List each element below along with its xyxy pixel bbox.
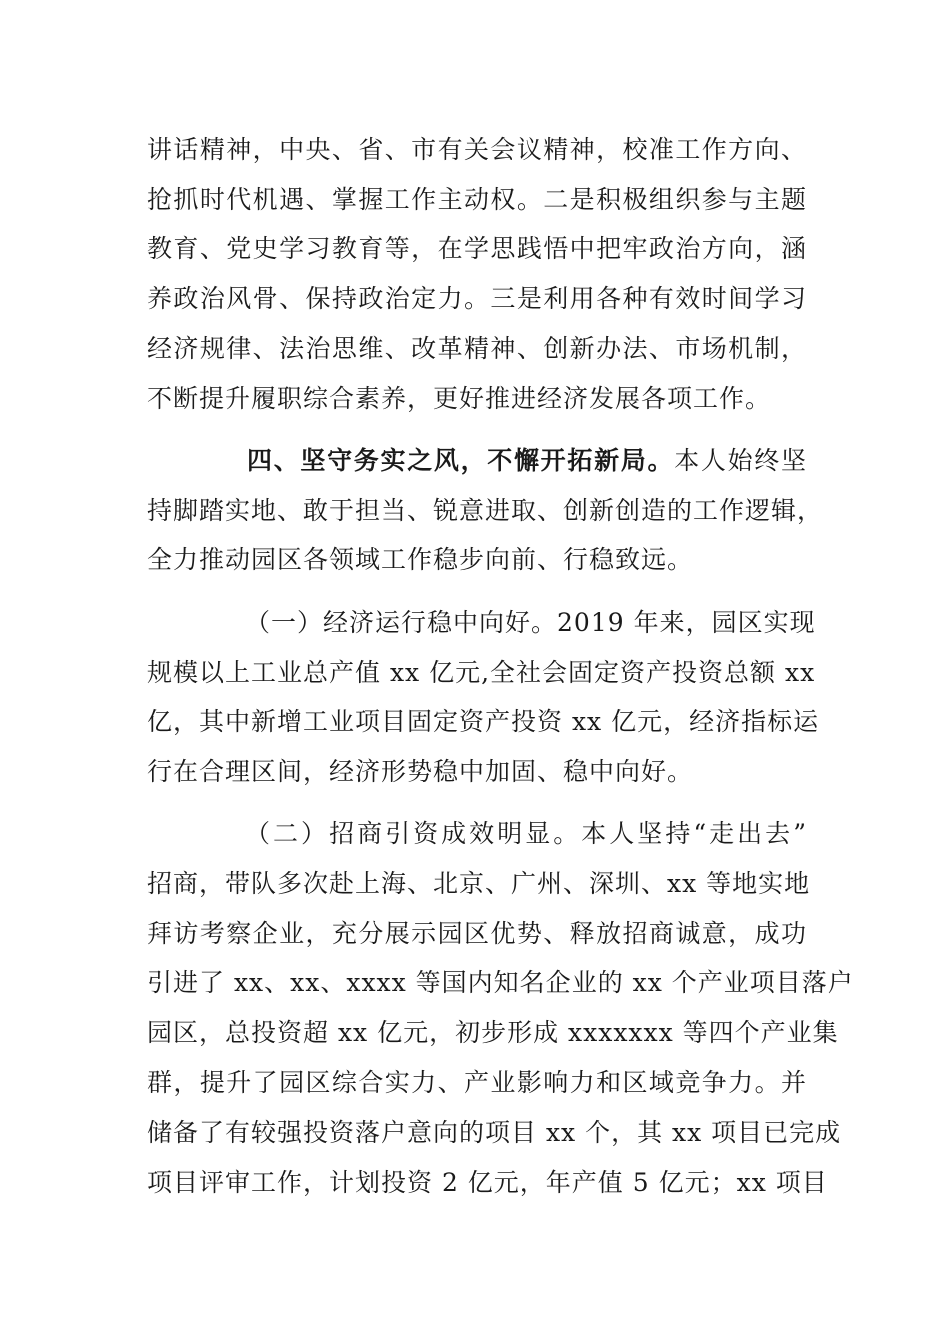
section-heading: 四、坚守务实之风，不懈开拓新局。 [247,446,675,475]
text-line: 项目评审工作，计划投资 2 亿元，年产值 5 亿元；xx 项目 [147,1168,828,1197]
text-span: 本人始终坚 [674,446,807,475]
item-2-first-line: （二）招商引资成效明显。本人坚持“走出去” [245,819,807,848]
text-line: 招商，带队多次赴上海、北京、广州、深圳、xx 等地实地 [147,869,811,898]
text-line: 规模以上工业总产值 xx 亿元,全社会固定资产投资总额 xx [147,658,816,687]
text-line: 亿，其中新增工业项目固定资产投资 xx 亿元，经济指标运 [147,707,820,736]
text-line: 持脚踏实地、敢于担当、锐意进取、创新创造的工作逻辑， [147,496,824,525]
text-line: 经济规律、法治思维、改革精神、创新办法、市场机制， [147,334,807,363]
text-line: 拜访考察企业，充分展示园区优势、释放招商诚意，成功 [147,919,807,948]
text-line: 讲话精神，中央、省、市有关会议精神，校准工作方向、 [147,135,807,164]
text-line: 不断提升履职综合素养，更好推进经济发展各项工作。 [147,384,772,413]
text-line: 教育、党史学习教育等，在学思践悟中把牢政治方向，涵 [147,234,807,263]
section-4-first-line [247,441,807,481]
text-line: 抢抓时代机遇、掌握工作主动权。二是积极组织参与主题 [147,185,807,214]
text-line: 全力推动园区各领域工作稳步向前、行稳致远。 [147,545,694,574]
text-line: 园区，总投资超 xx 亿元，初步形成 xxxxxxx 等四个产业集 [147,1018,839,1047]
text-line: 引进了 xx、xx、xxxx 等国内知名企业的 xx 个产业项目落户 [147,968,854,997]
text-line: 群，提升了园区综合实力、产业影响力和区域竞争力。并 [147,1068,807,1097]
text-line: 养政治风骨、保持政治定力。三是利用各种有效时间学习 [147,284,807,313]
text-line: 行在合理区间，经济形势稳中加固、稳中向好。 [147,757,694,786]
text-line: 储备了有较强投资落户意向的项目 xx 个，其 xx 项目已完成 [147,1118,842,1147]
item-1-first-line: （一）经济运行稳中向好。2019 年来，园区实现 [245,608,816,637]
